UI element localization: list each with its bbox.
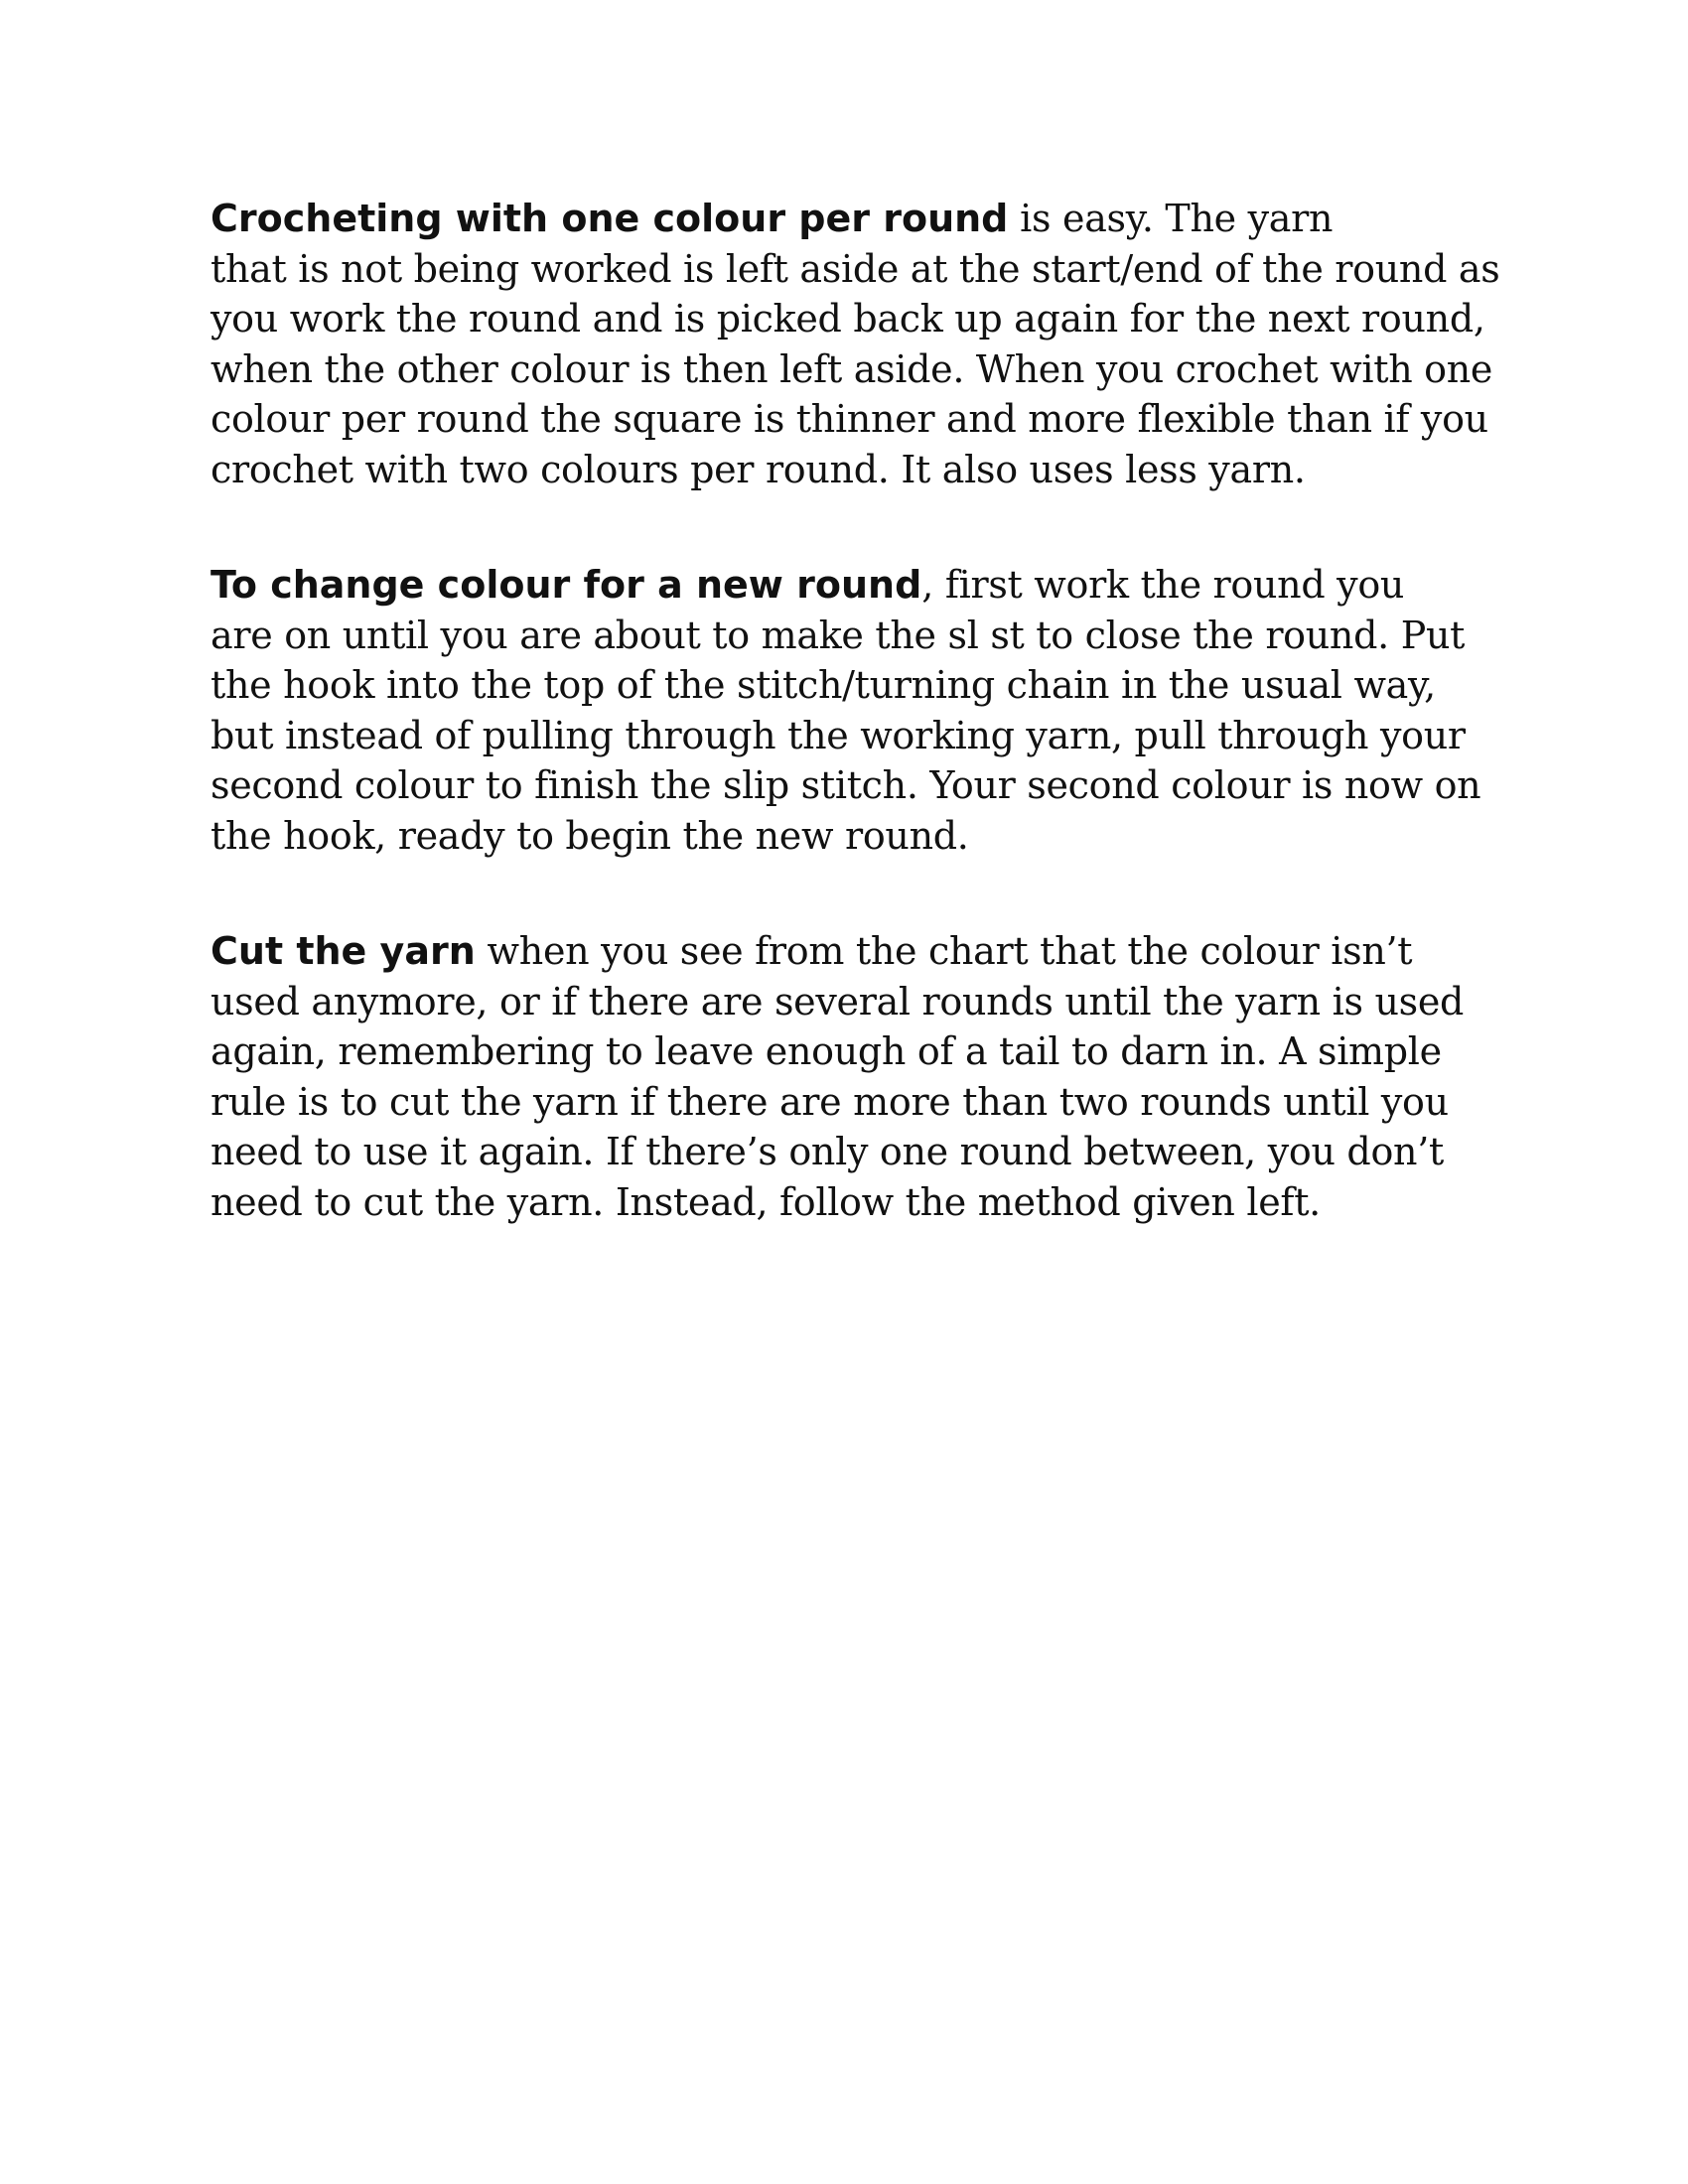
paragraph-line: colour per round the square is thinner and more flexible than if you xyxy=(211,397,1488,441)
paragraph-line: second colour to finish the slip stitch. Your second colour is now on xyxy=(211,763,1481,807)
paragraph-line: crochet with two colours per round. It also uses less yarn. xyxy=(211,447,1306,491)
paragraph-one-colour-per-round xyxy=(211,194,1500,494)
paragraph-lead-heading: Cut the yarn xyxy=(211,929,476,973)
paragraph-line: but instead of pulling through the working yarn, pull through your xyxy=(211,713,1466,757)
paragraph-line: rule is to cut the yarn if there are more than two rounds until you xyxy=(211,1079,1449,1124)
paragraph-line xyxy=(211,194,1491,244)
paragraph-line: are on until you are about to make the sl st to close the round. Put xyxy=(211,613,1466,657)
paragraph-line: the hook, ready to begin the new round. xyxy=(211,813,969,858)
paragraph-line: need to cut the yarn. Instead, follow the method given left. xyxy=(211,1179,1321,1224)
paragraph-line xyxy=(211,560,1491,611)
paragraph-change-colour xyxy=(211,560,1491,861)
paragraph-line: the hook into the top of the stitch/turning chain in the usual way, xyxy=(211,663,1436,707)
paragraph-cut-the-yarn xyxy=(211,926,1491,1227)
paragraph-line: need to use it again. If there’s only one round between, you don’t xyxy=(211,1130,1444,1173)
paragraph-line: you work the round and is picked back up again for the next round, xyxy=(211,297,1485,341)
paragraph-text: when you see from the chart that the colour isn’t xyxy=(475,929,1413,973)
paragraph-line: when the other colour is then left aside. When you crochet with one xyxy=(211,346,1493,391)
paragraph-lead-heading: Crocheting with one colour per round xyxy=(211,197,1009,240)
paragraph-lead-heading: To change colour for a new round xyxy=(211,563,922,607)
paragraph-line: used anymore, or if there are several rounds until the yarn is used xyxy=(211,979,1465,1024)
paragraph-line: that is not being worked is left aside at the start/end of the round as xyxy=(211,246,1500,291)
paragraph-text: , first work the round you xyxy=(921,563,1405,607)
paragraph-text: is easy. The yarn xyxy=(1008,197,1334,240)
paragraph-line xyxy=(211,926,1491,977)
document-page xyxy=(211,194,1500,1293)
paragraph-line: again, remembering to leave enough of a tail to darn in. A simple xyxy=(211,1029,1442,1073)
